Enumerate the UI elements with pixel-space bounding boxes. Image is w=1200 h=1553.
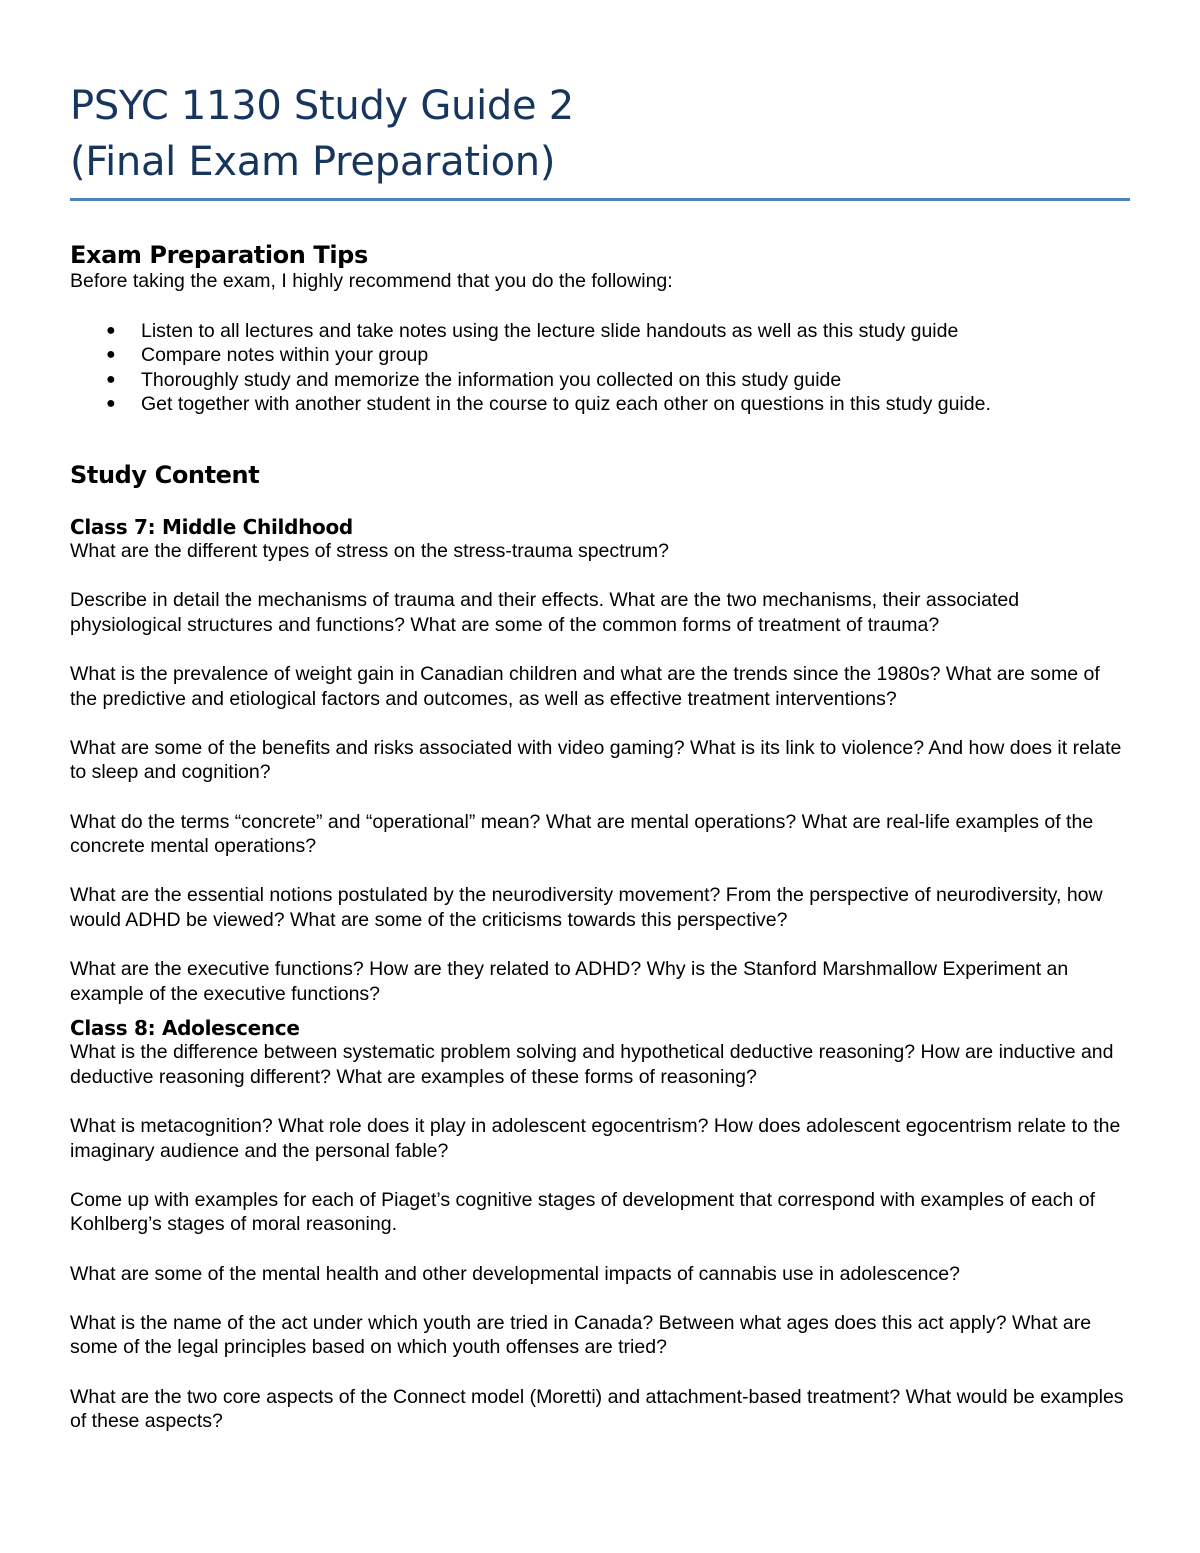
question: What are some of the benefits and risks associated with video gaming? What is its link to violence? And how does it relate to sleep and cognition? bbox=[70, 736, 1122, 784]
tips-heading: Exam Preparation Tips bbox=[70, 241, 368, 269]
class-7-questions bbox=[70, 539, 1130, 1006]
class-7-heading: Class 7: Middle Childhood bbox=[70, 514, 353, 539]
question: What is the difference between systematic problem solving and hypothetical deductive reasoning? How are inductive and deductive reasoning different? What are examples of these forms of reasoning? bbox=[70, 1041, 1114, 1088]
study-content-heading: Study Content bbox=[70, 460, 260, 489]
bullet-icon: ● bbox=[106, 321, 116, 339]
tips-list-item bbox=[70, 368, 1130, 393]
tip-text: Thoroughly study and memorize the information you collected on this study guide bbox=[141, 368, 842, 391]
tips-list bbox=[70, 319, 1130, 417]
title-underline bbox=[70, 198, 1130, 201]
tip-text: Get together with another student in the course to quiz each other on questions in this study guide. bbox=[141, 393, 991, 416]
question: What are the essential notions postulated by the neurodiversity movement? From the perspective of neurodiversity, how would ADHD be viewed? What are some of the criticisms towards this perspective? bbox=[70, 884, 1103, 931]
question: What are the two core aspects of the Connect model (Moretti) and attachment-based treatment? What would be examples of these aspects? bbox=[70, 1385, 1124, 1433]
question: What is the name of the act under which youth are tried in Canada? Between what ages does this act apply? What are some of the legal principles based on which youth offenses are tried? bbox=[70, 1311, 1092, 1359]
question: What are some of the mental health and other developmental impacts of cannabis use in adolescence? bbox=[70, 1262, 960, 1285]
document-title bbox=[70, 78, 1130, 190]
bullet-icon: ● bbox=[106, 370, 116, 388]
question: What is metacognition? What role does it play in adolescent egocentrism? How does adolescent egocentrism relate to the imaginary audience and the personal fable? bbox=[70, 1115, 1121, 1162]
exam-tips-section bbox=[70, 241, 1130, 417]
question: What are the executive functions? How are they related to ADHD? Why is the Stanford Marshmallow Experiment an example of the executive functions? bbox=[70, 958, 1069, 1005]
bullet-icon: ● bbox=[106, 395, 116, 413]
class-8-heading: Class 8: Adolescence bbox=[70, 1016, 300, 1041]
tip-text: Compare notes within your group bbox=[141, 344, 429, 367]
tips-intro: Before taking the exam, I highly recommend that you do the following: bbox=[70, 270, 673, 292]
question: What is the prevalence of weight gain in Canadian children and what are the trends since the 1980s? What are some of the predictive and etiological factors and outcomes, as well as effective treatment interventions? bbox=[70, 662, 1100, 710]
document-page bbox=[70, 78, 1130, 1434]
tips-list-item bbox=[70, 343, 1130, 368]
title-line-2: (Final Exam Preparation) bbox=[70, 139, 556, 185]
bullet-icon: ● bbox=[106, 346, 116, 364]
class-8-questions bbox=[70, 1040, 1130, 1434]
study-content-section bbox=[70, 461, 1130, 1434]
question: Describe in detail the mechanisms of trauma and their effects. What are the two mechanisms, their associated physiological structures and functions? What are some of the common forms of treatment of trauma? bbox=[70, 589, 1020, 636]
tip-text: Listen to all lectures and take notes using the lecture slide handouts as well as this study guide bbox=[141, 319, 959, 342]
title-line-1: PSYC 1130 Study Guide 2 bbox=[70, 83, 574, 129]
tips-list-item bbox=[70, 392, 1130, 417]
question: Come up with examples for each of Piaget’s cognitive stages of development that correspond with examples of each of Kohlberg’s stages of moral reasoning. bbox=[70, 1188, 1096, 1236]
question: What are the different types of stress on the stress-trauma spectrum? bbox=[70, 539, 669, 562]
tips-list-item bbox=[70, 319, 1130, 344]
question: What do the terms “concrete” and “operational” mean? What are mental operations? What are real-life examples of the concrete mental operations? bbox=[70, 810, 1094, 858]
